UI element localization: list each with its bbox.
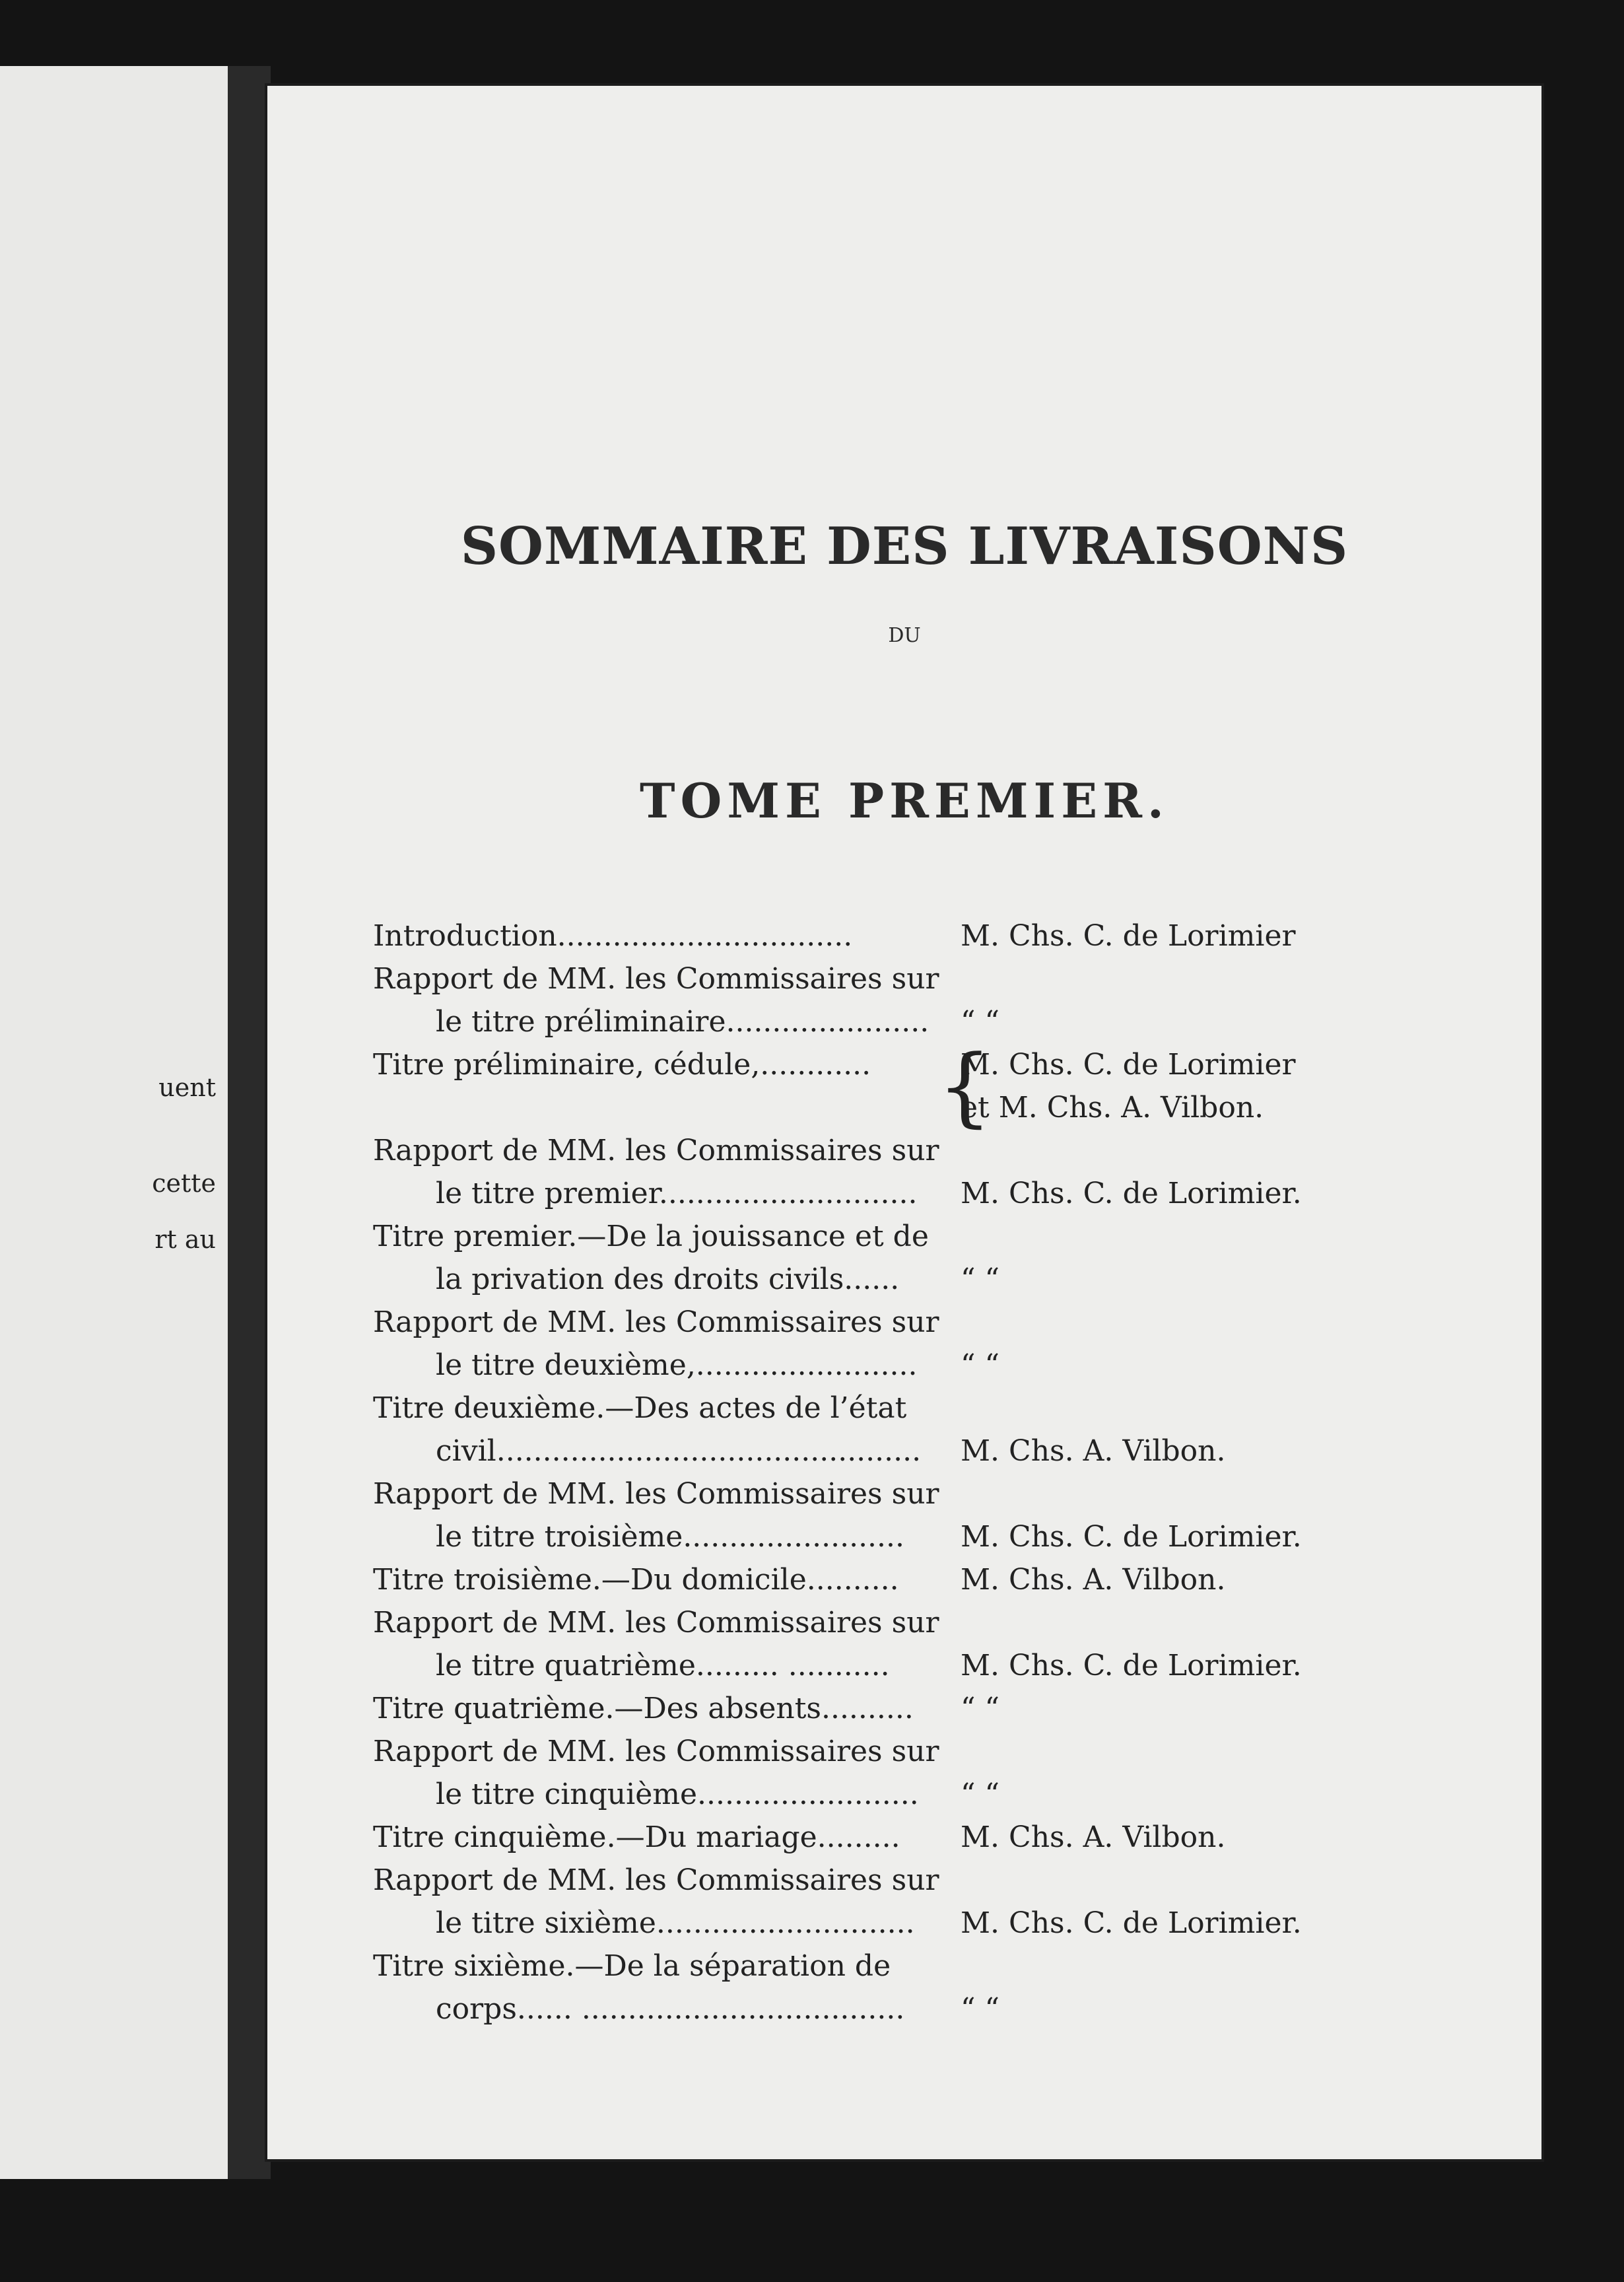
contents-entry [373, 1859, 1495, 1945]
entry-author: M. Chs. A. Vilbon. [961, 1820, 1226, 1854]
entry-title-line: le titre cinquième........................ [436, 1778, 919, 1811]
entry-author: “ “ [961, 1778, 999, 1811]
entry-author: M. Chs. A. Vilbon. [961, 1434, 1226, 1468]
right-page [267, 86, 1541, 2159]
entry-author: “ “ [961, 1348, 999, 1382]
entry-title-line: Titre premier.—De la jouissance et de [373, 1220, 929, 1253]
entry-title-line: Titre préliminaire, cédule,............ [373, 1048, 871, 1082]
contents-entry [373, 1816, 1495, 1859]
contents-entry [373, 1472, 1495, 1558]
entry-title-line: le titre troisième........................ [436, 1520, 904, 1554]
entry-title-line: Rapport de MM. les Commissaires sur [373, 1134, 939, 1167]
entry-title-line: civil.............................................. [436, 1434, 922, 1468]
contents-entry [373, 915, 1495, 957]
entry-title-line: Titre sixième.—De la séparation de [373, 1949, 891, 1983]
entry-title-line: Titre cinquième.—Du mariage......... [373, 1820, 900, 1854]
entry-title-line: Rapport de MM. les Commissaires sur [373, 1735, 939, 1768]
entry-title-line: Rapport de MM. les Commissaires sur [373, 962, 939, 996]
entry-author: M. Chs. C. de Lorimier [961, 1048, 1296, 1082]
contents-entry [373, 1301, 1495, 1387]
entry-author: “ “ [961, 1005, 999, 1039]
entry-author: M. Chs. C. de Lorimier. [961, 1177, 1302, 1210]
left-page-fragment: uent [158, 1073, 216, 1102]
entry-title-line: le titre premier............................ [436, 1177, 918, 1210]
entry-title-line: corps...... ................................... [436, 1992, 905, 2026]
entry-author: M. Chs. C. de Lorimier. [961, 1649, 1302, 1682]
entry-title-line: Rapport de MM. les Commissaires sur [373, 1477, 939, 1511]
entry-author: “ “ [961, 1992, 999, 2026]
entry-title-line: Titre deuxième.—Des actes de l’état [373, 1391, 907, 1425]
contents-entry [373, 1730, 1495, 1816]
entry-author: M. Chs. C. de Lorimier. [961, 1520, 1302, 1554]
entry-title-line: Titre troisième.—Du domicile.......... [373, 1563, 899, 1597]
entry-title-line: le titre deuxième,........................ [436, 1348, 918, 1382]
page-title: SOMMAIRE DES LIVRAISONS [460, 516, 1349, 576]
brace-symbol: { [937, 1036, 992, 1136]
contents-entry [373, 1558, 1495, 1601]
entry-author: M. Chs. C. de Lorimier [961, 919, 1296, 953]
entry-title-line: le titre préliminaire...................... [436, 1005, 930, 1039]
entry-title-line: Introduction................................ [373, 919, 853, 953]
volume-title: TOME PREMIER. [640, 773, 1169, 829]
contents-entry [373, 957, 1495, 1043]
entry-title-line: Rapport de MM. les Commissaires sur [373, 1863, 939, 1897]
contents-entry [373, 1215, 1495, 1301]
contents-entry [373, 1036, 1495, 1136]
left-page-fragment: rt au [154, 1225, 216, 1254]
entry-author: “ “ [961, 1262, 999, 1296]
entry-title-line: le titre quatrième......... ........... [436, 1649, 890, 1682]
contents-entry [373, 1601, 1495, 1687]
contents-entry [373, 1129, 1495, 1215]
contents-entry [373, 1945, 1495, 2030]
entry-title-line: le titre sixième............................ [436, 1906, 915, 1940]
contents-entry [373, 1387, 1495, 1472]
page-subtitle-du: DU [888, 624, 921, 647]
entry-title-line: Rapport de MM. les Commissaires sur [373, 1305, 939, 1339]
left-page [0, 66, 228, 2179]
entry-author: “ “ [961, 1692, 999, 1725]
entry-author: et M. Chs. A. Vilbon. [961, 1091, 1264, 1124]
entry-author: M. Chs. C. de Lorimier. [961, 1906, 1302, 1940]
contents-list [373, 915, 1495, 2030]
contents-entry [373, 1687, 1495, 1730]
entry-title-line: la privation des droits civils...... [436, 1262, 900, 1296]
book-gutter [228, 66, 271, 2179]
entry-author: M. Chs. A. Vilbon. [961, 1563, 1226, 1597]
left-page-fragment: cette [152, 1169, 216, 1198]
entry-title-line: Rapport de MM. les Commissaires sur [373, 1606, 939, 1640]
entry-title-line: Titre quatrième.—Des absents.......... [373, 1692, 914, 1725]
